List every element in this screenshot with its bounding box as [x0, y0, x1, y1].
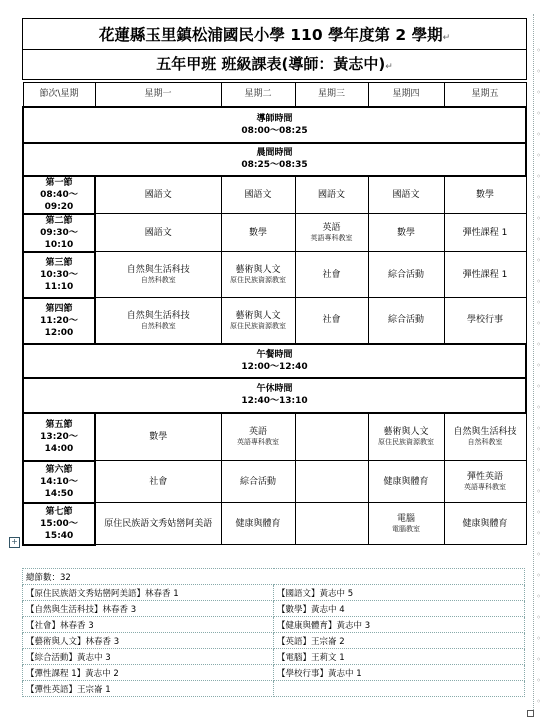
period-row-1 — [23, 176, 526, 214]
cell-p7-thu — [368, 503, 444, 545]
header-fri: 星期五 — [444, 83, 526, 107]
period-time: 10:30～11:10 — [40, 269, 78, 292]
cell-p7-tue: 健康與體育 — [221, 503, 295, 545]
period-time: 15:00～15:40 — [40, 518, 78, 541]
summary-right: 【健康與體育】黃志中 3 — [274, 617, 525, 633]
page-margin-guide — [533, 14, 534, 712]
nap-cell — [23, 378, 526, 413]
room-name: 電腦教室 — [392, 525, 420, 533]
subject-name: 藝術與人文 — [235, 310, 281, 321]
cell-p1-thu: 國語文 — [368, 176, 444, 214]
summary-right: 【數學】黃志中 4 — [274, 601, 525, 617]
summary-row — [23, 633, 525, 649]
period-name: 第三節 — [45, 257, 73, 268]
subject-name: 自然與生活科技 — [126, 265, 190, 275]
summary-row — [23, 681, 525, 697]
lunch-cell — [23, 344, 526, 378]
cell-p7-mon: 原住民族語文秀姑巒阿美語 — [95, 503, 221, 545]
class-title: 五年甲班 班級課表(導師：黃志中)↵ — [156, 55, 393, 73]
summary-right — [274, 681, 525, 697]
summary-left: 【彈性英語】王宗崙 1 — [23, 681, 274, 697]
subject-name: 英語 — [322, 223, 341, 233]
period-name: 第七節 — [45, 506, 73, 517]
subject-name: 彈性英語 — [466, 472, 503, 482]
summary-right: 【英語】王宗崙 2 — [274, 633, 525, 649]
cell-p2-thu: 數學 — [368, 214, 444, 252]
morning-row — [23, 143, 526, 176]
period-row-7 — [23, 503, 526, 545]
summary-left: 【自然與生活科技】林春香 3 — [23, 601, 274, 617]
room-name: 英語專科教室 — [310, 234, 353, 242]
summary-row — [23, 649, 525, 665]
summary-row — [23, 585, 525, 601]
period-time: 13:20～14:00 — [40, 431, 78, 454]
room-name: 原住民族資源教室 — [230, 276, 286, 284]
homeroom-row — [23, 107, 526, 143]
total-periods: 總節數：32 — [23, 569, 525, 585]
cell-p2-wed — [295, 214, 368, 252]
cell-p4-thu: 綜合活動 — [368, 298, 444, 344]
cell-p1-tue: 國語文 — [221, 176, 295, 214]
cell-p5-tue — [221, 413, 295, 461]
summary-left: 【原住民族語文秀姑巒阿美語】林春香 1 — [23, 585, 274, 601]
paragraph-marks: ◦ ◦ ◦ ◦ ◦ ◦ ◦ ◦ ◦ ◦ ◦ ◦ ◦ ◦ ◦ ◦ ◦ ◦ ◦ ◦ ◦ ◦ ◦ ◦ ◦ ◦ ◦ ◦ ◦ ◦ ◦ ◦ — [536, 46, 541, 706]
subject-name: 自然與生活科技 — [453, 427, 517, 438]
cell-p4-tue — [221, 298, 295, 344]
period-1-label — [23, 176, 95, 214]
summary-right: 【國語文】黃志中 5 — [274, 585, 525, 601]
subject-name: 自然與生活科技 — [126, 310, 190, 321]
subject-name: 英語 — [248, 427, 267, 438]
cell-p1-wed: 國語文 — [295, 176, 368, 214]
room-name: 原住民族資源教室 — [378, 438, 434, 447]
cell-p5-fri — [444, 413, 526, 461]
cell-p2-tue: 數學 — [221, 214, 295, 252]
morning-time: 08:25～08:35 — [241, 160, 308, 170]
cell-p4-fri: 學校行事 — [444, 298, 526, 344]
summary-row — [23, 665, 525, 681]
header-wed: 星期三 — [295, 83, 368, 107]
lunch-label: 午餐時間 — [256, 349, 293, 360]
period-row-4 — [23, 298, 526, 344]
cell-p6-wed — [295, 461, 368, 503]
nap-time: 12:40～13:10 — [241, 396, 308, 406]
period-time: 11:20～12:00 — [40, 315, 78, 338]
period-name: 第五節 — [45, 419, 73, 430]
summary-left: 【社會】林春香 3 — [23, 617, 274, 633]
summary-right: 【學校行事】黃志中 1 — [274, 665, 525, 681]
subject-name: 電腦 — [396, 514, 415, 524]
nap-label: 午休時間 — [256, 384, 293, 394]
cell-p6-mon: 社會 — [95, 461, 221, 503]
period-row-3 — [23, 252, 526, 298]
cell-p6-thu: 健康與體育 — [368, 461, 444, 503]
room-name: 英語專科教室 — [464, 483, 506, 491]
cell-p5-wed — [295, 413, 368, 461]
room-name: 英語專科教室 — [237, 438, 279, 447]
cell-p1-fri: 數學 — [444, 176, 526, 214]
period-row-6 — [23, 461, 526, 503]
homeroom-label: 導師時間 — [256, 113, 293, 124]
cell-p2-mon: 國語文 — [95, 214, 221, 252]
cell-p4-wed: 社會 — [295, 298, 368, 344]
cell-p6-fri — [444, 461, 526, 503]
lunch-row — [23, 344, 526, 378]
summary-left: 【藝術與人文】林春香 3 — [23, 633, 274, 649]
teacher-summary-table — [22, 568, 525, 697]
cell-p7-wed — [295, 503, 368, 545]
header-tue: 星期二 — [221, 83, 295, 107]
cell-p5-mon: 數學 — [95, 413, 221, 461]
room-name: 自然科教室 — [140, 276, 176, 284]
period-time: 14:10～14:50 — [40, 476, 78, 499]
period-5-label — [23, 413, 95, 461]
cell-p1-mon: 國語文 — [95, 176, 221, 214]
cell-p3-tue — [221, 252, 295, 298]
period-name: 第四節 — [45, 303, 73, 314]
period-6-label — [23, 461, 95, 503]
cell-p6-tue: 綜合活動 — [221, 461, 295, 503]
school-title-text: 花蓮縣玉里鎮松浦國民小學 110 學年度第 2 學期 — [98, 26, 443, 44]
table-header-row — [23, 83, 526, 107]
period-2-label — [23, 214, 95, 252]
room-name: 自然科教室 — [140, 321, 176, 330]
homeroom-cell — [23, 107, 526, 143]
summary-total-row — [23, 569, 525, 585]
room-name: 自然科教室 — [467, 438, 503, 447]
period-3-label — [23, 252, 95, 298]
header-mon: 星期一 — [95, 83, 221, 107]
homeroom-time: 08:00～08:25 — [241, 125, 308, 136]
cell-p3-fri: 彈性課程 1 — [444, 252, 526, 298]
table-move-handle-icon[interactable]: + — [9, 537, 20, 548]
summary-row — [23, 601, 525, 617]
school-title: 花蓮縣玉里鎮松浦國民小學 110 學年度第 2 學期↵ — [23, 22, 526, 50]
period-name: 第二節 — [45, 215, 73, 226]
period-name: 第六節 — [45, 464, 73, 475]
morning-label: 晨間時間 — [256, 148, 293, 158]
class-title-text: 五年甲班 班級課表(導師：黃志中) — [156, 55, 386, 73]
table-resize-handle-icon[interactable] — [527, 710, 534, 717]
cell-p2-fri: 彈性課程 1 — [444, 214, 526, 252]
morning-cell — [23, 143, 526, 176]
period-4-label — [23, 298, 95, 344]
timetable — [22, 82, 527, 546]
cell-p4-mon — [95, 298, 221, 344]
cell-p7-fri: 健康與體育 — [444, 503, 526, 545]
header-period-day: 節次\星期 — [23, 83, 95, 107]
summary-row — [23, 617, 525, 633]
summary-left: 【綜合活動】黃志中 3 — [23, 649, 274, 665]
subject-name: 藝術與人文 — [235, 265, 281, 275]
title-block — [22, 18, 527, 80]
period-7-label — [23, 503, 95, 545]
subject-name: 藝術與人文 — [383, 427, 429, 438]
room-name: 原住民族資源教室 — [230, 321, 286, 330]
nap-row — [23, 378, 526, 413]
summary-left: 【彈性課程 1】黃志中 2 — [23, 665, 274, 681]
cell-p5-thu — [368, 413, 444, 461]
period-row-2 — [23, 214, 526, 252]
cell-p3-thu: 綜合活動 — [368, 252, 444, 298]
header-thu: 星期四 — [368, 83, 444, 107]
period-name: 第一節 — [45, 177, 73, 188]
period-time: 08:40～09:20 — [40, 189, 78, 212]
period-time: 09:30～10:10 — [40, 227, 78, 250]
summary-right: 【電腦】王莉文 1 — [274, 649, 525, 665]
lunch-time: 12:00～12:40 — [241, 361, 308, 372]
cell-p3-mon — [95, 252, 221, 298]
period-row-5 — [23, 413, 526, 461]
cell-p3-wed: 社會 — [295, 252, 368, 298]
